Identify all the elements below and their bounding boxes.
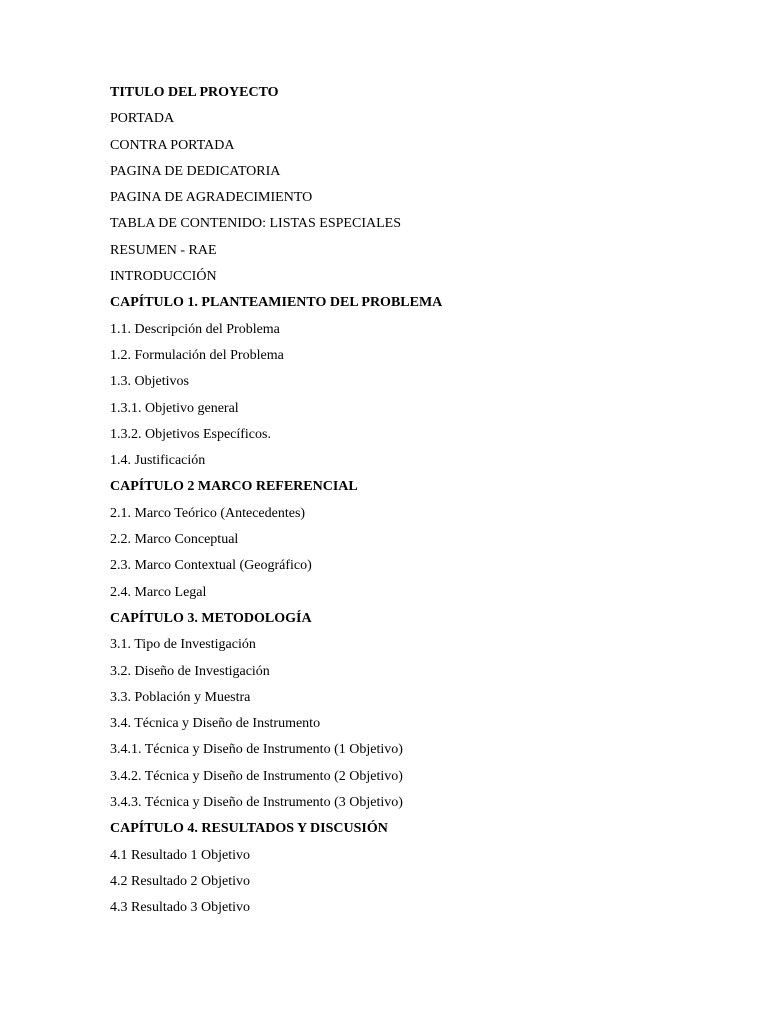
toc-entry: 4.3 Resultado 3 Objetivo xyxy=(110,900,250,916)
toc-entry: 1.4. Justificación xyxy=(110,453,206,469)
toc-entry: INTRODUCCIÓN xyxy=(110,269,217,285)
toc-entry: 1.3. Objetivos xyxy=(110,374,189,390)
toc-entry: 1.3.2. Objetivos Específicos. xyxy=(110,426,271,442)
section-heading: CAPÍTULO 4. RESULTADOS Y DISCUSIÓN xyxy=(110,821,388,837)
toc-entry: TABLA DE CONTENIDO: LISTAS ESPECIALES xyxy=(110,216,401,232)
toc-entry: 2.4. Marco Legal xyxy=(110,584,207,600)
toc-entry: PORTADA xyxy=(110,111,175,127)
section-heading: CAPÍTULO 3. METODOLOGÍA xyxy=(110,610,312,626)
section-heading: CAPÍTULO 2 MARCO REFERENCIAL xyxy=(110,479,358,495)
toc-entry: PAGINA DE AGRADECIMIENTO xyxy=(110,190,313,206)
toc-entry: 3.4.1. Técnica y Diseño de Instrumento (1 Objetivo) xyxy=(110,742,403,758)
toc-entry: 3.4.3. Técnica y Diseño de Instrumento (3 Objetivo) xyxy=(110,795,403,811)
toc-entry: CONTRA PORTADA xyxy=(110,137,235,153)
toc-entry: RESUMEN - RAE xyxy=(110,242,217,258)
toc-entry: 3.3. Población y Muestra xyxy=(110,689,251,705)
toc-entry: 3.4. Técnica y Diseño de Instrumento xyxy=(110,716,321,732)
toc-entry: 2.3. Marco Contextual (Geográfico) xyxy=(110,558,312,574)
table-of-contents xyxy=(110,83,768,925)
toc-entry: 3.4.2. Técnica y Diseño de Instrumento (2 Objetivo) xyxy=(110,768,403,784)
toc-entry: 3.2. Diseño de Investigación xyxy=(110,663,270,679)
toc-entry: 4.1 Resultado 1 Objetivo xyxy=(110,847,250,863)
toc-entry: 1.1. Descripción del Problema xyxy=(110,321,280,337)
toc-entry: 1.2. Formulación del Problema xyxy=(110,347,284,363)
toc-entry: 2.1. Marco Teórico (Antecedentes) xyxy=(110,505,306,521)
toc-entry: 4.2 Resultado 2 Objetivo xyxy=(110,873,250,889)
section-heading: TITULO DEL PROYECTO xyxy=(110,85,279,100)
toc-entry: PAGINA DE DEDICATORIA xyxy=(110,163,281,179)
toc-entry: 2.2. Marco Conceptual xyxy=(110,532,239,548)
section-heading: CAPÍTULO 1. PLANTEAMIENTO DEL PROBLEMA xyxy=(110,295,443,311)
toc-entry: 1.3.1. Objetivo general xyxy=(110,400,239,416)
toc-entry: 3.1. Tipo de Investigación xyxy=(110,637,256,653)
